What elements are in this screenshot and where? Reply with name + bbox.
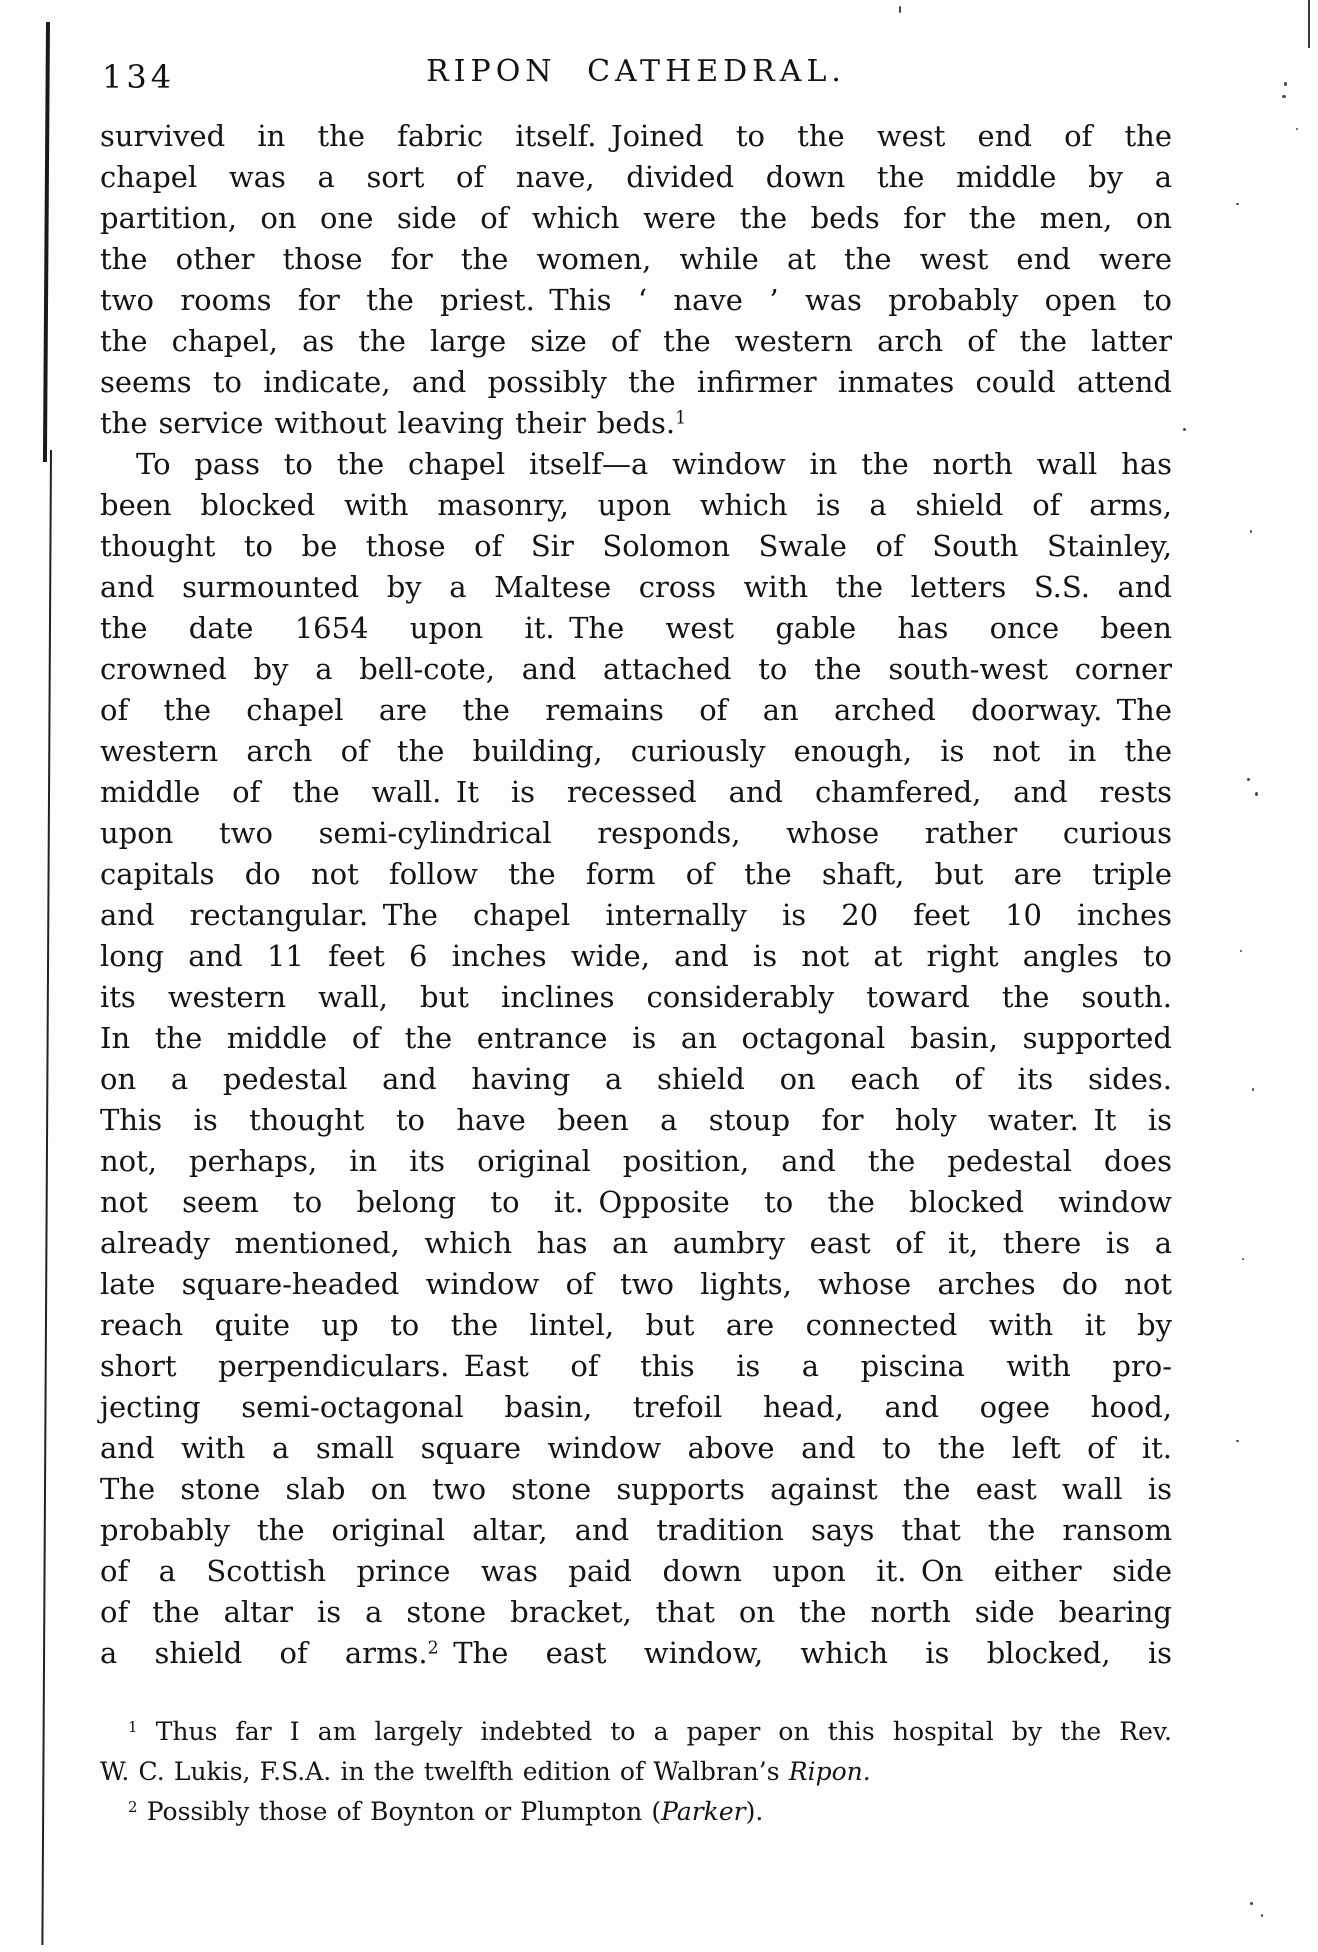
scan-speck xyxy=(1255,792,1258,796)
text-line: been blocked with masonry, upon which is a shield of arms, xyxy=(100,488,1172,522)
text-line: This is thought to have been a stoup for holy water. It is xyxy=(100,1103,1172,1137)
text-line: In the middle of the entrance is an octagonal basin, supported xyxy=(100,1021,1172,1055)
text-line: To pass to the chapel itself—a window in the north wall has xyxy=(136,447,1172,481)
text-line: chapel was a sort of nave, divided down the middle by a xyxy=(100,160,1172,194)
footnote-marker: 2 xyxy=(128,1797,138,1816)
text-line: and rectangular. The chapel internally is 20 feet 10 inches xyxy=(100,898,1172,932)
paragraph xyxy=(100,116,1172,444)
running-title: RIPON CATHEDRAL. xyxy=(426,54,846,89)
scan-speck xyxy=(1247,778,1250,781)
text-line: of the chapel are the remains of an arched doorway. The xyxy=(100,693,1172,727)
text-line: two rooms for the priest. This ‘ nave ’ was probably open to xyxy=(100,283,1172,317)
footnote-marker: 2 xyxy=(427,1638,439,1659)
footnote-marker: 1 xyxy=(675,408,687,429)
text-line: probably the original altar, and tradition says that the ransom xyxy=(100,1513,1172,1547)
text-line: thought to be those of Sir Solomon Swale of South Stainley, xyxy=(100,529,1172,563)
text-segment: W. C. Lukis, F.S.A. in the twelfth edition of Walbran’s xyxy=(100,1757,789,1786)
footnote-line xyxy=(100,1792,1172,1832)
scan-speck xyxy=(1252,1088,1254,1091)
text-line: of the altar is a stone bracket, that on the north side bearing xyxy=(100,1595,1172,1629)
text-segment: The east window, which is blocked, is xyxy=(438,1636,1172,1670)
text-segment: Thus far I am largely indebted to a paper on this hospital by the Rev. xyxy=(137,1717,1172,1746)
text-line: and surmounted by a Maltese cross with the letters S.S. and xyxy=(100,570,1172,604)
text-line: seems to indicate, and possibly the infirmer inmates could attend xyxy=(100,365,1172,399)
text-line xyxy=(100,1633,1172,1674)
scan-speck xyxy=(1236,203,1239,205)
footnote xyxy=(100,1712,1172,1792)
text-line: the other those for the women, while at the west end were xyxy=(100,242,1172,276)
footnote xyxy=(100,1792,1172,1832)
text-line: short perpendiculars. East of this is a piscina with pro- xyxy=(100,1349,1172,1383)
italic-text: Ripon. xyxy=(788,1757,871,1786)
scan-speck xyxy=(1240,950,1242,952)
text-line: already mentioned, which has an aumbry east of it, there is a xyxy=(100,1226,1172,1260)
footnote-line xyxy=(100,1712,1172,1752)
text-line: not, perhaps, in its original position, and the pedestal does xyxy=(100,1144,1172,1178)
text-line: long and 11 feet 6 inches wide, and is not at right angles to xyxy=(100,939,1172,973)
page-header xyxy=(100,54,1172,98)
text-segment: Possibly those of Boynton or Plumpton ( xyxy=(137,1797,662,1826)
text-line: the chapel, as the large size of the western arch of the latter xyxy=(100,324,1172,358)
scan-speck xyxy=(1296,128,1298,130)
text-line: reach quite up to the lintel, but are connected with it by xyxy=(100,1308,1172,1342)
italic-text: Parker xyxy=(661,1797,746,1826)
scan-speck xyxy=(1236,1440,1239,1442)
text-line: capitals do not follow the form of the shaft, but are triple xyxy=(100,857,1172,891)
scan-corner-mark xyxy=(1308,0,1310,48)
footnote-marker: 1 xyxy=(128,1717,138,1736)
text-segment: ). xyxy=(745,1797,764,1826)
scan-speck xyxy=(1250,1902,1253,1905)
scan-edge-line xyxy=(41,450,52,1945)
scan-speck xyxy=(1183,428,1186,431)
text-line: western arch of the building, curiously enough, is not in the xyxy=(100,734,1172,768)
scan-speck xyxy=(899,6,901,13)
text-line: partition, on one side of which were the beds for the men, on xyxy=(100,201,1172,235)
text-line: the date 1654 upon it. The west gable has once been xyxy=(100,611,1172,645)
text-line: of a Scottish prince was paid down upon it. On either side xyxy=(100,1554,1172,1588)
text-line: late square-headed window of two lights, whose arches do not xyxy=(100,1267,1172,1301)
scan-speck xyxy=(1261,1914,1263,1917)
scan-edge-line xyxy=(43,22,50,462)
text-line: not seem to belong to it. Opposite to the blocked window xyxy=(100,1185,1172,1219)
scan-speck xyxy=(1282,95,1286,98)
text-segment: a shield of arms. xyxy=(100,1636,428,1670)
text-segment: the service without leaving their beds. xyxy=(100,406,676,440)
text-line: crowned by a bell-cote, and attached to the south-west corner xyxy=(100,652,1172,686)
text-line: and with a small square window above and to the left of it. xyxy=(100,1431,1172,1465)
text-line: jecting semi-octagonal basin, trefoil head, and ogee hood, xyxy=(100,1390,1172,1424)
text-line: The stone slab on two stone supports against the east wall is xyxy=(100,1472,1172,1506)
page-number: 134 xyxy=(102,58,176,96)
footnotes xyxy=(100,1712,1172,1832)
text-line: upon two semi-cylindrical responds, whose rather curious xyxy=(100,816,1172,850)
scan-speck xyxy=(1250,530,1252,533)
scan-speck xyxy=(1242,1258,1244,1260)
text-line: on a pedestal and having a shield on each of its sides. xyxy=(100,1062,1172,1096)
text-line: its western wall, but inclines considerably toward the south. xyxy=(100,980,1172,1014)
paragraph xyxy=(100,444,1172,1674)
page-body xyxy=(100,116,1172,1674)
footnote-line xyxy=(100,1752,1172,1792)
text-line: middle of the wall. It is recessed and chamfered, and rests xyxy=(100,775,1172,809)
text-line: survived in the fabric itself. Joined to the west end of the xyxy=(100,119,1172,153)
text-line xyxy=(100,403,1172,444)
scan-speck xyxy=(1284,82,1287,86)
